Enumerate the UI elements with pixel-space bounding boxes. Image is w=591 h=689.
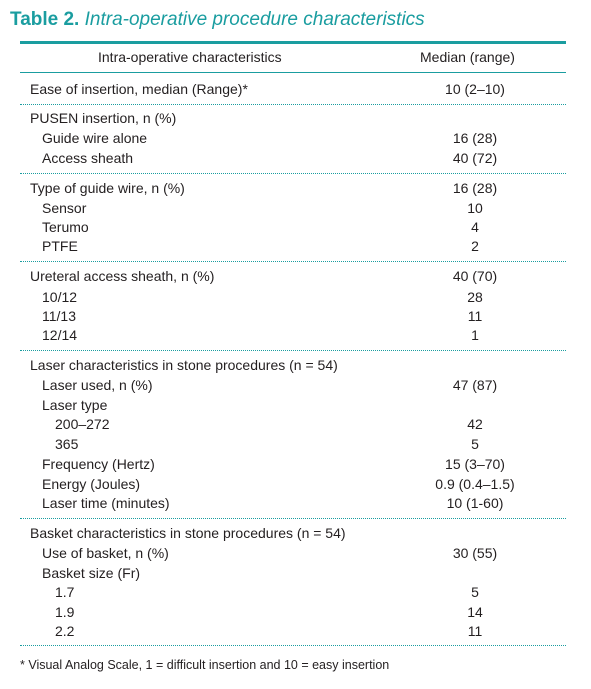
table-row [20, 356, 566, 375]
table-row [20, 376, 566, 395]
table-row [20, 237, 566, 256]
row-label: Ureteral access sheath, n (%) [30, 268, 215, 284]
row-label: Energy (Joules) [42, 476, 141, 492]
row-value: 28 [467, 289, 483, 305]
row-label: Frequency (Hertz) [42, 456, 155, 472]
row-label: Laser used, n (%) [42, 377, 153, 393]
row-value: 0.9 (0.4–1.5) [435, 476, 515, 492]
row-label: Type of guide wire, n (%) [30, 180, 185, 196]
table-row [20, 494, 566, 513]
row-label: Laser type [42, 397, 108, 413]
row-value: 40 (72) [452, 150, 498, 166]
table-row [20, 455, 566, 474]
header-rule [20, 72, 566, 73]
header-median-range: Median (range) [420, 49, 515, 65]
table-row [20, 199, 566, 218]
footnote: * Visual Analog Scale, 1 = difficult insertion and 10 = easy insertion [20, 658, 390, 672]
row-value: 30 (55) [452, 545, 498, 561]
section-divider [20, 104, 566, 105]
row-label: Basket size (Fr) [42, 565, 141, 581]
table-row [20, 564, 566, 583]
row-label: 12/14 [42, 327, 78, 343]
row-value: 42 [467, 416, 483, 432]
table-row [20, 583, 566, 602]
row-label: Basket characteristics in stone procedures (n = 54) [30, 525, 346, 541]
row-label: Laser time (minutes) [42, 495, 170, 511]
row-label: PUSEN insertion, n (%) [30, 110, 177, 126]
table-row [20, 267, 566, 286]
table-row [20, 129, 566, 148]
row-value: 5 [471, 436, 479, 452]
table-row [20, 179, 566, 198]
table-row [20, 475, 566, 494]
table-row [20, 307, 566, 326]
row-label: 1.9 [55, 604, 75, 620]
row-label: 11/13 [42, 308, 76, 324]
section-divider [20, 645, 566, 646]
table-row [20, 524, 566, 543]
table-row [20, 218, 566, 237]
row-value: 16 (28) [452, 180, 498, 196]
table-title [10, 8, 425, 32]
row-label: 10/12 [42, 289, 78, 305]
section-divider [20, 261, 566, 262]
section-divider [20, 350, 566, 351]
row-label: 1.7 [55, 584, 75, 600]
row-label: PTFE [42, 238, 78, 254]
row-label: 365 [55, 436, 79, 452]
table-row [20, 109, 566, 128]
row-label: 200–272 [55, 416, 110, 432]
row-label: Ease of insertion, median (Range)* [30, 81, 248, 97]
row-value: 1 [471, 327, 479, 343]
table-caption: Intra-operative procedure characteristics [84, 9, 425, 30]
row-label: 2.2 [55, 623, 75, 639]
table-row [20, 415, 566, 434]
row-value: 15 (3–70) [445, 456, 505, 472]
table-number: Table 2. [10, 9, 80, 30]
row-value: 5 [471, 584, 479, 600]
table-row [20, 622, 566, 641]
row-value: 40 (70) [452, 268, 498, 284]
table-row [20, 288, 566, 307]
table-row [20, 80, 566, 99]
table-row [20, 544, 566, 563]
top-rule [20, 41, 566, 44]
table-row [20, 603, 566, 622]
table-row [20, 149, 566, 168]
table-row [20, 326, 566, 345]
table-header [20, 46, 566, 68]
row-value: 11 [467, 308, 483, 324]
table-row [20, 435, 566, 454]
row-value: 2 [471, 238, 479, 254]
row-value: 47 (87) [452, 377, 498, 393]
row-value: 10 [467, 200, 483, 216]
row-value: 16 (28) [452, 130, 498, 146]
section-divider [20, 173, 566, 174]
row-value: 14 [467, 604, 483, 620]
row-label: Terumo [42, 219, 89, 235]
row-value: 10 (1-60) [446, 495, 504, 511]
table-row [20, 396, 566, 415]
row-label: Laser characteristics in stone procedures (n = 54) [30, 357, 338, 373]
row-label: Use of basket, n (%) [42, 545, 169, 561]
row-value: 4 [471, 219, 479, 235]
row-label: Access sheath [42, 150, 134, 166]
row-value: 10 (2–10) [445, 81, 505, 97]
row-label: Sensor [42, 200, 87, 216]
section-divider [20, 518, 566, 519]
row-value: 11 [467, 623, 483, 639]
header-characteristics: Intra-operative characteristics [98, 49, 282, 65]
row-label: Guide wire alone [42, 130, 148, 146]
